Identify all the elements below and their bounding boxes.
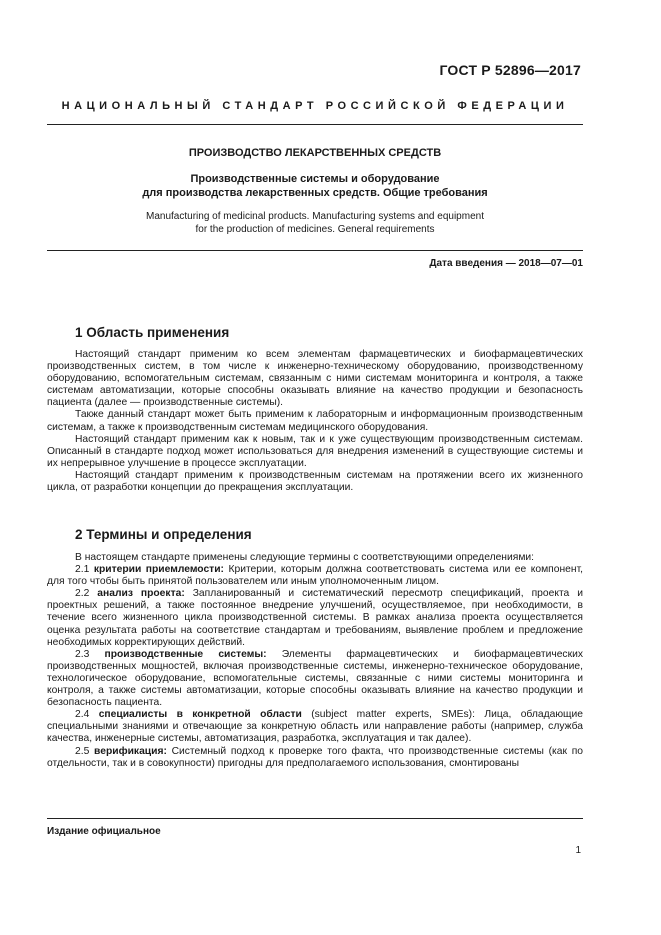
term-number: 2.5 xyxy=(75,745,90,757)
term-name: критерии приемлемости: xyxy=(93,564,224,576)
national-standard-heading: НАЦИОНАЛЬНЫЙ СТАНДАРТ РОССИЙСКОЙ ФЕДЕРАЦИИ xyxy=(61,100,569,112)
term-text: (subject matter experts, SMEs): Лица, обладающие специальными знаниями и отвечающие за конкретную область или направление работы (например, служба качества, инженерные системы, автоматизация, разработка, эксплуатация и так далее). xyxy=(47,709,584,745)
section-2-body xyxy=(47,552,583,770)
term-name: верификация: xyxy=(94,745,167,757)
term-text: Элементы фармацевтических и биофармацевтических производственных мощностей, включая производственные системы, инженерно-техническое оборудование, технологическое оборудование, вспомогательные системы, связанные с ними системы мониторинга и контроля, а также системы автоматизации, которые способны оказывать влияние на качество продукции и безопасность пациента. xyxy=(47,648,583,709)
paragraph: Также данный стандарт может быть применим к лабораторным и информационным производственным системам, а также к производственным системам медицинского оборудования. xyxy=(47,409,583,433)
page-number: 1 xyxy=(575,845,581,856)
term-number: 2.3 xyxy=(75,648,90,660)
term-text: Запланированный и систематический пересмотр спецификаций, проекта и проектных решений, а также постоянное внедрение улучшений, осуществляемое, при необходимости, в течение всего жизненного цикла производственной системы. В рамках анализа проекта осуществляется оценка результата работы на соответствие стандартам и требованиям, выявление проблем и предложение необходимых корректирующих действий. xyxy=(47,588,583,648)
standard-number: ГОСТ Р 52896—2017 xyxy=(439,62,581,78)
footer-divider xyxy=(47,818,583,819)
section-2-heading: 2 Термины и определения xyxy=(75,527,252,542)
top-divider xyxy=(47,124,583,125)
term-definition xyxy=(47,709,583,745)
section-1-body xyxy=(47,349,583,494)
paragraph: В настоящем стандарте применены следующие термины с соответствующими определениями: xyxy=(75,552,535,563)
section-1-heading: 1 Область применения xyxy=(75,325,230,340)
term-definition xyxy=(47,746,583,770)
official-edition-label: Издание официальное xyxy=(47,826,161,837)
term-name: анализ проекта: xyxy=(97,588,185,600)
english-title-line-1: Manufacturing of medicinal products. Manufacturing systems and equipment xyxy=(146,211,484,222)
term-definition xyxy=(47,649,583,709)
term-text: Системный подход к проверке того факта, что производственные системы (как по отдельности, так и в совокупности) пригодны для предполагаемого использования, смонтированы xyxy=(47,745,583,769)
term-name: специалисты в конкретной области xyxy=(98,709,302,721)
document-title: ПРОИЗВОДСТВО ЛЕКАРСТВЕННЫХ СРЕДСТВ xyxy=(188,147,442,159)
term-number: 2.4 xyxy=(75,709,90,721)
subtitle-line-1: Производственные системы и оборудование xyxy=(190,173,440,185)
term-text: Критерии, которым должна соответствовать система или ее компонент, для того чтобы быть принятой пользователем или иным уполномоченным лицом. xyxy=(47,564,584,588)
paragraph: Настоящий стандарт применим к производственным системам на протяжении всего их жизненного цикла, от разработки концепции до прекращения эксплуатации. xyxy=(47,469,583,494)
term-definition xyxy=(47,564,583,588)
english-title xyxy=(47,210,583,236)
document-subtitle xyxy=(47,172,583,200)
term-number: 2.2 xyxy=(75,588,90,600)
subtitle-line-2: для производства лекарственных средств. Общие требования xyxy=(142,187,488,199)
term-number: 2.1 xyxy=(75,564,90,576)
introduction-date: Дата введения — 2018—07—01 xyxy=(429,258,583,269)
title-divider xyxy=(47,250,583,251)
english-title-line-2: for the production of medicines. General requirements xyxy=(195,224,435,235)
paragraph: Настоящий стандарт применим как к новым, так и к уже существующим производственным системам. Описанный в стандарте подход может использоваться для внедрения изменений в существующие системы и их непрерывное улучшение в процессе эксплуатации. xyxy=(47,433,583,469)
term-definition xyxy=(47,588,583,648)
paragraph: Настоящий стандарт применим ко всем элементам фармацевтических и биофармацевтических производственных систем, в том числе к инженерно-техническому оборудованию, производственному оборудованию, вспомогательным системам, связанным с ними системам мониторинга и контроля, а также системам автоматизации, которые способны оказывать влияние на качество продукции и безопасность пациента (далее — производственные системы). xyxy=(47,349,583,409)
term-name: производственные системы: xyxy=(104,648,267,660)
